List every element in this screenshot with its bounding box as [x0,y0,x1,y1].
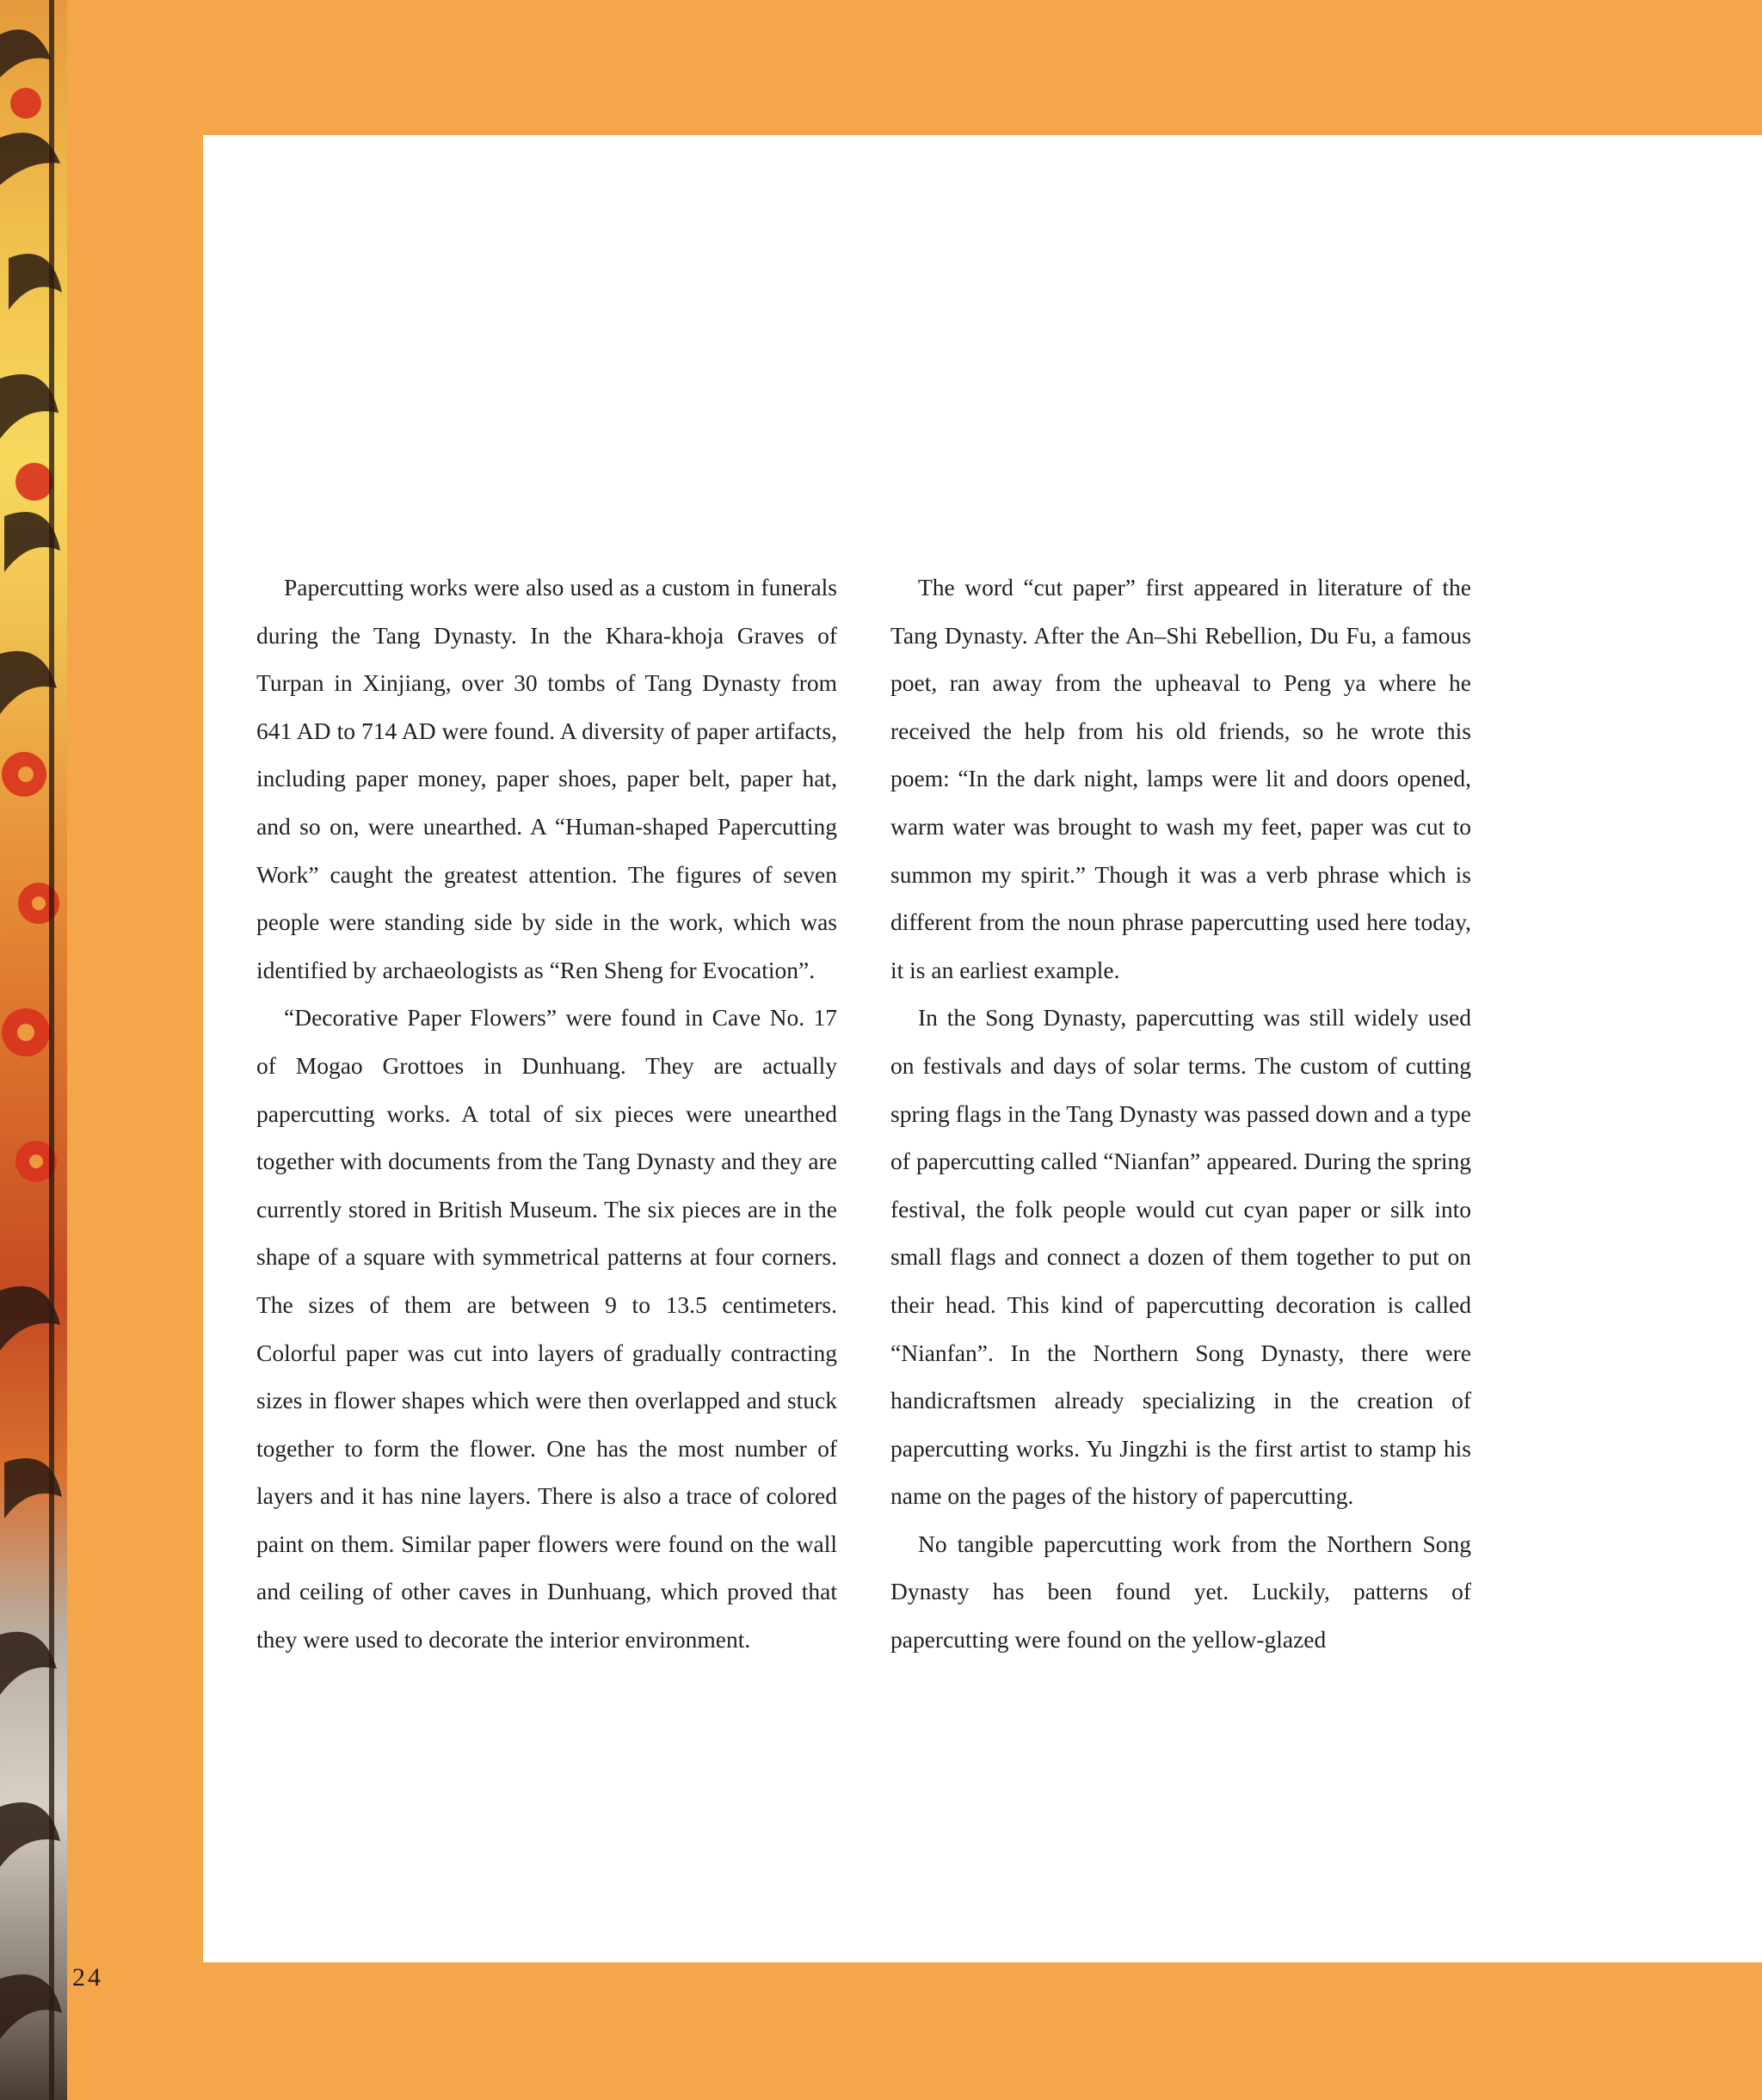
page-number: 24 [72,1963,103,1992]
text-column-right [890,563,1471,1664]
paragraph: “Decorative Paper Flowers” were found in Cave No. 17 of Mogao Grottoes in Dunhuang. They are actually papercutting works. A total of six pieces were unearthed together with documents from the Tang Dynasty and they are currently stored in British Museum. The six pieces are in the shape of a square with symmetrical patterns at four corners. The sizes of them are between 9 to 13.5 centimeters. Colorful paper was cut into layers of gradually contracting sizes in flower shapes which were then overlapped and stuck together to form the flower. One has the most number of layers and it has nine layers. There is also a trace of colored paint on them. Similar paper flowers were found on the wall and ceiling of other caves in Dunhuang, which proved that they were used to decorate the interior environment. [256,1004,837,1654]
paragraph: No tangible papercutting work from the Northern Song Dynasty has been found yet. Luckily, patterns of papercutting were found on the yellow-glazed [890,1530,1471,1654]
text-column-left [256,563,837,1664]
paragraph: Papercutting works were also used as a custom in funerals during the Tang Dynasty. In the Khara-khoja Graves of Turpan in Xinjiang, over 30 tombs of Tang Dynasty from 641 AD to 714 AD were found. A diversity of paper artifacts, including paper money, paper shoes, paper belt, paper hat, and so on, were unearthed. A “Human-shaped Papercutting Work” caught the greatest attention. The figures of seven people were standing side by side in the work, which was identified by archaeologists as “Ren Sheng for Evocation”. [256,574,837,983]
papercut-floral-border-icon [0,0,67,2100]
papercut-pattern [0,0,67,2100]
paragraph: In the Song Dynasty, papercutting was still widely used on festivals and days of solar terms. The custom of cutting spring flags in the Tang Dynasty was passed down and a type of papercutting called “Nianfan” appeared. During the spring festival, the folk people would cut cyan paper or silk into small flags and connect a dozen of them together to put on their head. This kind of papercutting decoration is called “Nianfan”. In the Northern Song Dynasty, there were handicraftsmen already specializing in the creation of papercutting works. Yu Jingzhi is the first artist to stamp his name on the pages of the history of papercutting. [890,1004,1472,1510]
paragraph: The word “cut paper” first appeared in literature of the Tang Dynasty. After the An–Shi Rebellion, Du Fu, a famous poet, ran away from the upheaval to Peng ya where he received the help from his old friends, so he wrote this poem: “In the dark night, lamps were lit and doors opened, warm water was brought to wash my feet, paper was cut to summon my spirit.” Though it was a verb phrase which is different from the noun phrase papercutting used here today, it is an earliest example. [890,574,1471,983]
